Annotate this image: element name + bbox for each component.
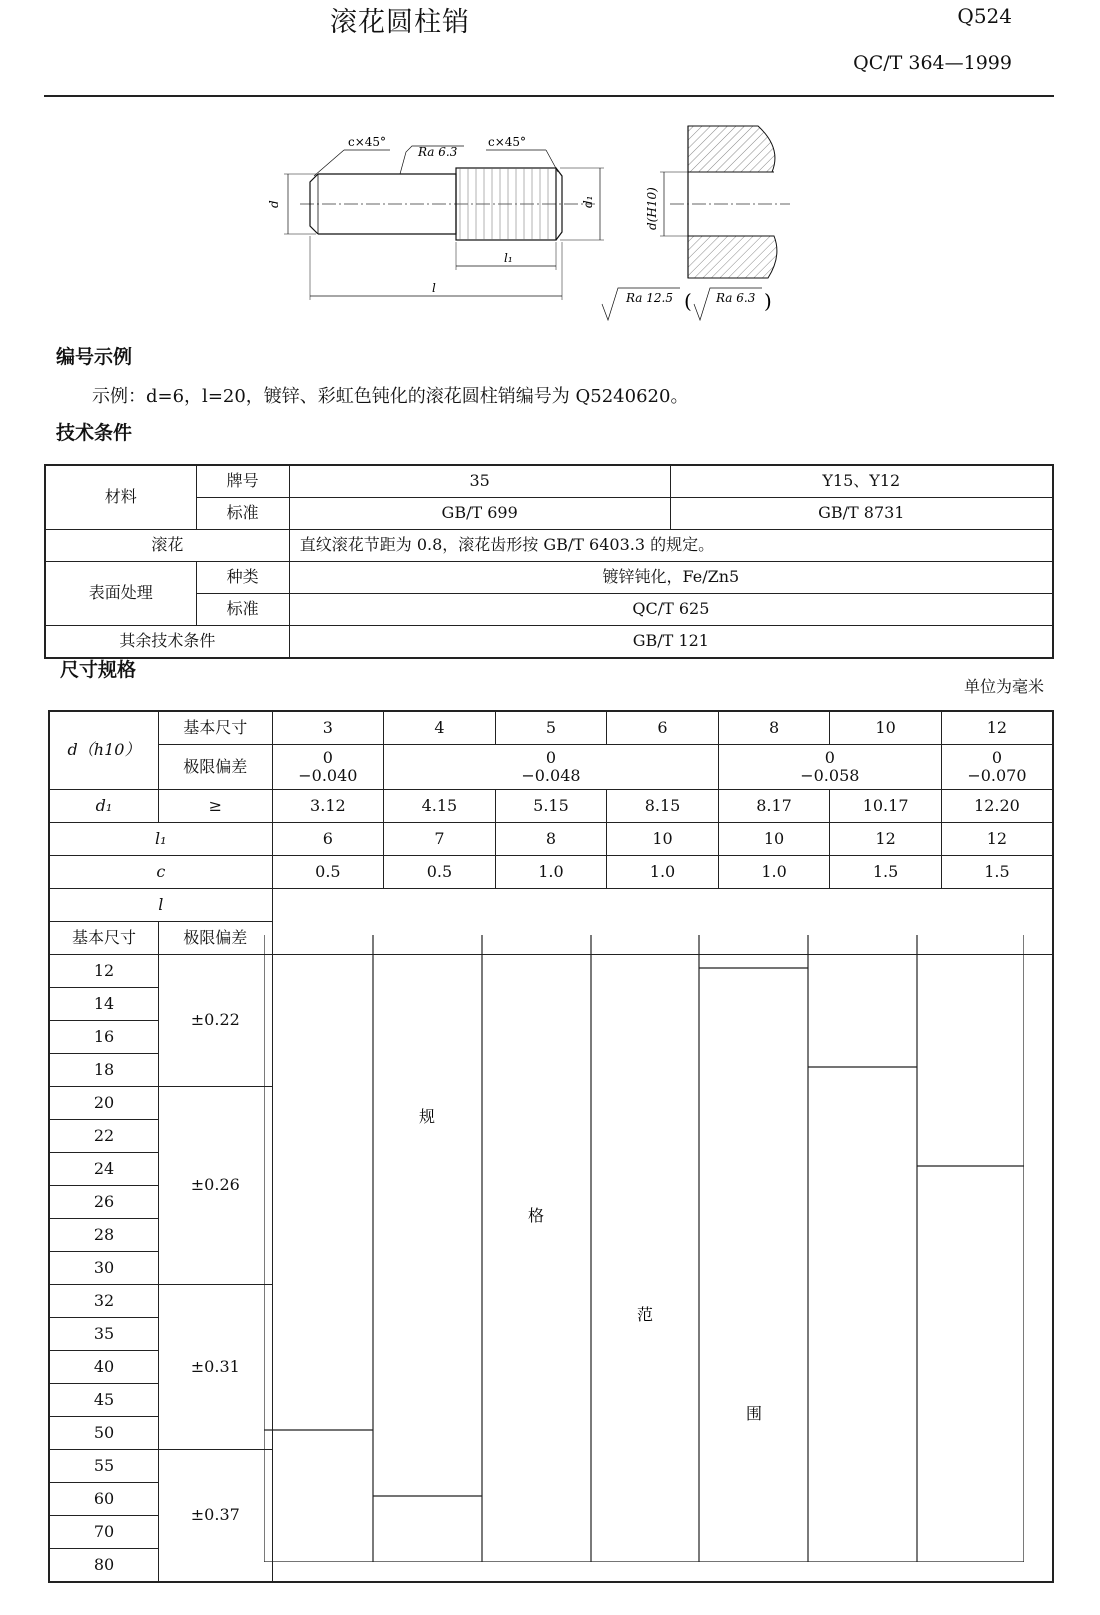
l1-cell: 8 xyxy=(495,823,607,856)
length-cell: 40 xyxy=(49,1351,158,1384)
tol-810: 0 −0.058 xyxy=(718,745,941,790)
kind-label: 种类 xyxy=(196,562,289,594)
knurl-label: 滚花 xyxy=(45,530,289,562)
size-12: 12 xyxy=(941,711,1053,745)
size-10: 10 xyxy=(830,711,942,745)
dims-heading: 尺寸规格 xyxy=(60,659,137,681)
hole-label: d(H10) xyxy=(645,187,659,230)
l1-cell: 12 xyxy=(830,823,942,856)
length-cell: 26 xyxy=(49,1186,158,1219)
c-cell: 1.0 xyxy=(495,856,607,889)
l1-label: l₁ xyxy=(49,823,272,856)
c-cell: 1.5 xyxy=(941,856,1053,889)
d1-cell: 10.17 xyxy=(830,790,942,823)
length-cell: 50 xyxy=(49,1417,158,1450)
chamfer-right-label: c×45° xyxy=(488,135,527,149)
std-b: GB/T 8731 xyxy=(670,498,1053,530)
range-char-2: 格 xyxy=(528,1206,545,1225)
d1-cell: 8.17 xyxy=(718,790,830,823)
l1-cell: 12 xyxy=(941,823,1053,856)
kind-text: 镀锌钝化，Fe/Zn5 xyxy=(289,562,1053,594)
length-cell: 45 xyxy=(49,1384,158,1417)
ge-symbol: ≥ xyxy=(158,790,272,823)
roughness-b-label: Ra 6.3 xyxy=(716,291,756,305)
other-label: 其余技术条件 xyxy=(45,626,289,659)
size-3: 3 xyxy=(272,711,384,745)
tech-heading: 技术条件 xyxy=(56,422,133,444)
knurl-text: 直纹滚花节距为 0.8，滚花齿形按 GB/T 6403.3 的规定。 xyxy=(289,530,1053,562)
tol-group-1: ±0.22 xyxy=(158,955,272,1087)
grade-b: Y15、Y12 xyxy=(670,465,1053,498)
d1-cell: 4.15 xyxy=(384,790,496,823)
tol-456: 0 −0.048 xyxy=(384,745,719,790)
surface-std-text: QC/T 625 xyxy=(289,594,1053,626)
length-cell: 14 xyxy=(49,988,158,1021)
size-8: 8 xyxy=(718,711,830,745)
length-cell: 22 xyxy=(49,1120,158,1153)
material-label: 材料 xyxy=(45,465,196,530)
header-rule xyxy=(44,95,1054,97)
l1-cell: 6 xyxy=(272,823,384,856)
roughness-a-label: Ra 12.5 xyxy=(626,291,673,305)
size-5: 5 xyxy=(495,711,607,745)
d1-cell: 5.15 xyxy=(495,790,607,823)
d-label: d（h10） xyxy=(49,711,158,790)
dim-d1-label: d₁ xyxy=(581,195,595,208)
d1-cell: 12.20 xyxy=(941,790,1053,823)
grade-label: 牌号 xyxy=(196,465,289,498)
length-cell: 30 xyxy=(49,1252,158,1285)
tolerance-label: 极限偏差 xyxy=(158,745,272,790)
c-cell: 1.5 xyxy=(830,856,942,889)
d1-cell: 3.12 xyxy=(272,790,384,823)
range-diagram xyxy=(264,935,1024,1562)
length-cell: 32 xyxy=(49,1285,158,1318)
c-label: c xyxy=(49,856,272,889)
tech-table xyxy=(44,464,1054,659)
c-cell: 0.5 xyxy=(384,856,496,889)
c-cell: 1.0 xyxy=(607,856,719,889)
example-text: 示例：d=6，l=20，镀锌、彩虹色钝化的滚花圆柱销编号为 Q5240620。 xyxy=(92,386,689,407)
length-cell: 28 xyxy=(49,1219,158,1252)
chamfer-left-label: c×45° xyxy=(348,135,387,149)
range-char-3: 范 xyxy=(637,1305,654,1324)
grade-a: 35 xyxy=(289,465,670,498)
tol-group-4: ±0.37 xyxy=(158,1450,272,1583)
dim-l1-label: l₁ xyxy=(504,251,513,265)
paren-open: ( xyxy=(684,289,692,313)
length-cell: 20 xyxy=(49,1087,158,1120)
length-cell: 12 xyxy=(49,955,158,988)
page-title: 滚花圆柱销 xyxy=(330,7,470,38)
range-char-1: 规 xyxy=(419,1107,436,1126)
c-cell: 0.5 xyxy=(272,856,384,889)
d1-label: d₁ xyxy=(49,790,158,823)
length-cell: 18 xyxy=(49,1054,158,1087)
example-heading: 编号示例 xyxy=(56,346,133,368)
roughness-top-label: Ra 6.3 xyxy=(418,145,458,159)
standard-number: QC/T 364—1999 xyxy=(853,52,1012,74)
length-cell: 55 xyxy=(49,1450,158,1483)
dim-l-label: l xyxy=(432,281,436,295)
d1-cell: 8.15 xyxy=(607,790,719,823)
length-cell: 35 xyxy=(49,1318,158,1351)
length-cell: 70 xyxy=(49,1516,158,1549)
other-text: GB/T 121 xyxy=(289,626,1053,659)
length-cell: 24 xyxy=(49,1153,158,1186)
c-cell: 1.0 xyxy=(718,856,830,889)
surface-std-label: 标准 xyxy=(196,594,289,626)
l1-cell: 7 xyxy=(384,823,496,856)
size-4: 4 xyxy=(384,711,496,745)
basic-label: 基本尺寸 xyxy=(158,711,272,745)
length-cell: 80 xyxy=(49,1549,158,1583)
unit-label: 单位为毫米 xyxy=(963,677,1044,696)
l-tol-label: 极限偏差 xyxy=(158,922,272,955)
std-a: GB/T 699 xyxy=(289,498,670,530)
size-6: 6 xyxy=(607,711,719,745)
paren-close: ) xyxy=(764,289,772,313)
l1-cell: 10 xyxy=(607,823,719,856)
tol-group-3: ±0.31 xyxy=(158,1285,272,1450)
l1-cell: 10 xyxy=(718,823,830,856)
l-label: l xyxy=(49,889,272,922)
standard-label: 标准 xyxy=(196,498,289,530)
l-basic-label: 基本尺寸 xyxy=(49,922,158,955)
length-cell: 16 xyxy=(49,1021,158,1054)
tol-3: 0 −0.040 xyxy=(272,745,384,790)
dim-d-label: d xyxy=(267,200,281,208)
part-code: Q524 xyxy=(957,4,1012,28)
length-cell: 60 xyxy=(49,1483,158,1516)
tol-group-2: ±0.26 xyxy=(158,1087,272,1285)
surface-label: 表面处理 xyxy=(45,562,196,626)
range-char-4: 围 xyxy=(746,1404,763,1423)
tol-12: 0 −0.070 xyxy=(941,745,1053,790)
pin-drawing xyxy=(260,118,820,328)
